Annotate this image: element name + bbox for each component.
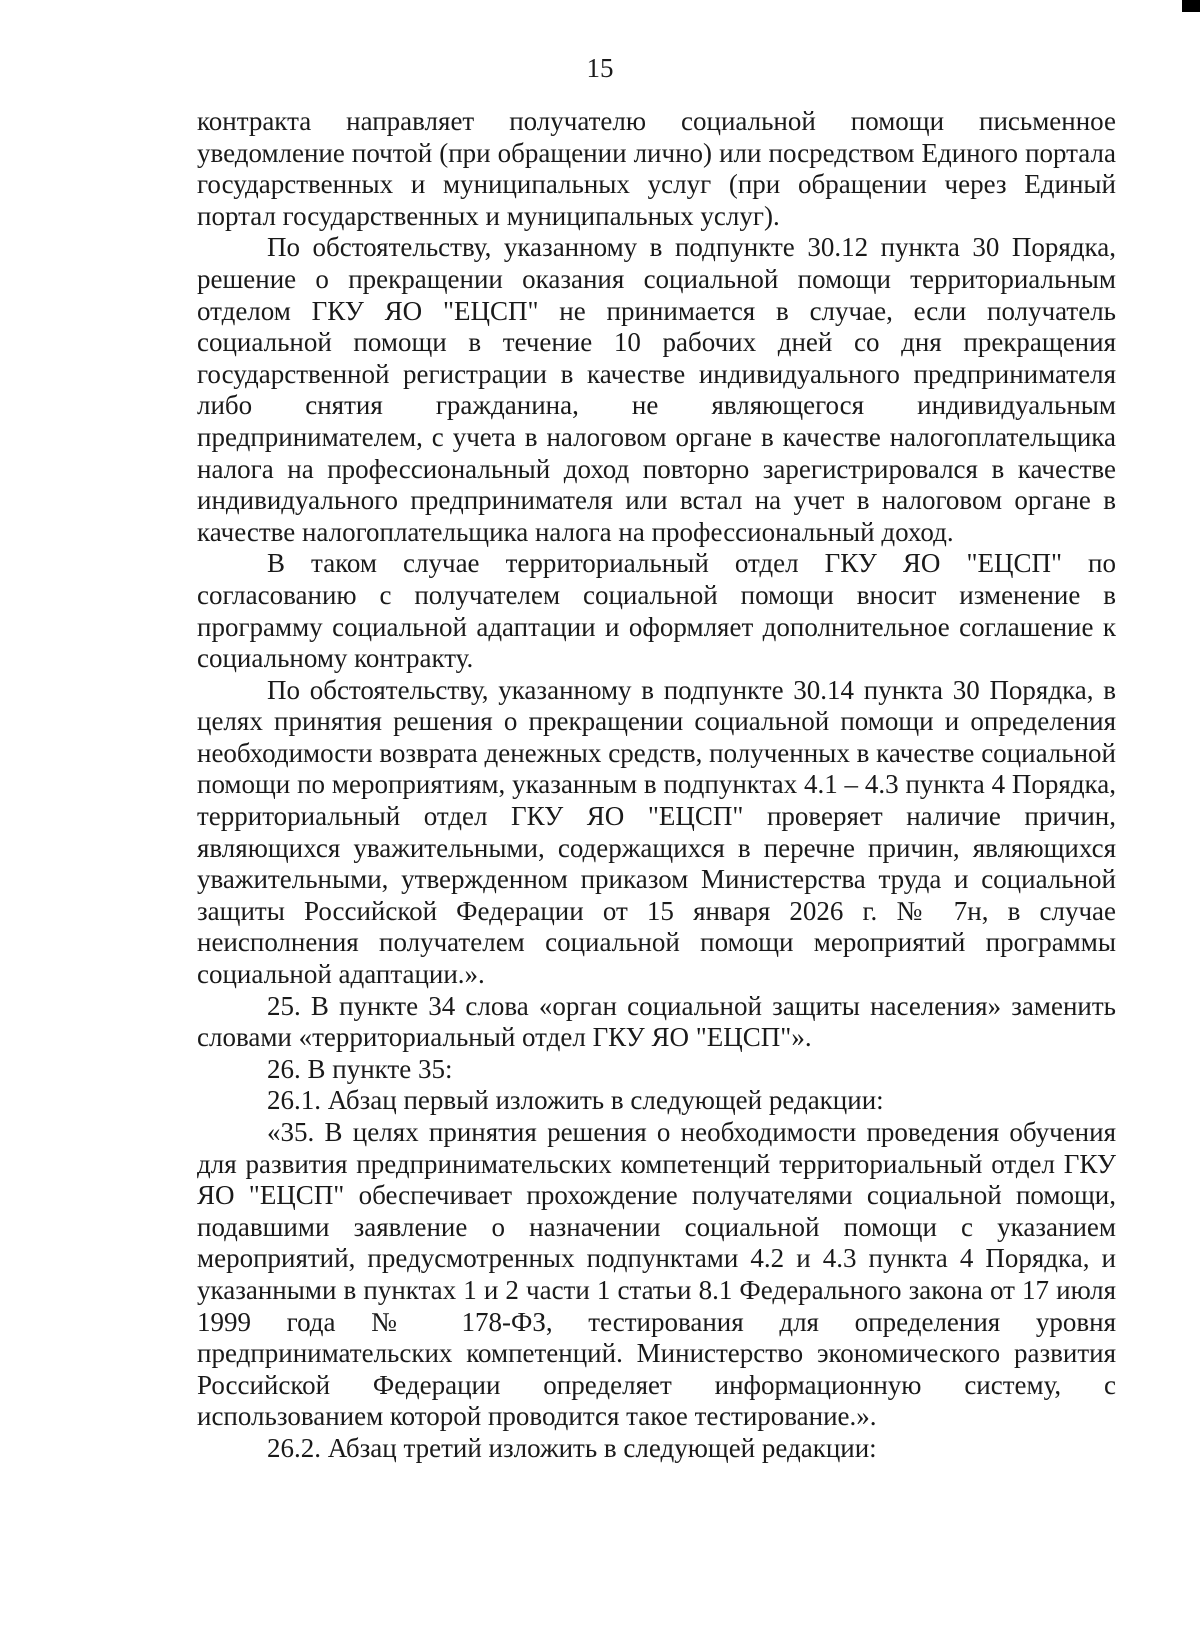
scan-corner-mark bbox=[1182, 0, 1200, 12]
document-body bbox=[197, 106, 1116, 1465]
paragraph-8: «35. В целях принятия решения о необходимости проведения обучения для развития предпринимательских компетенций территориальный отдел ГКУ ЯО "ЕЦСП" обеспечивает прохождение получателями социальной помощи, подавшими заявление о назначении социальной помощи с указанием мероприятий, предусмотренных подпунктами 4.2 и 4.3 пункта 4 Порядка, и указанными в пунктах 1 и 2 части 1 статьи 8.1 Федерального закона от 17 июля 1999 года № 178-ФЗ, тестирования для определения уровня предпринимательских компетенций. Министерство экономического развития Российской Федерации определяет информационную систему, с использованием которой проводится такое тестирование.». bbox=[197, 1117, 1116, 1432]
paragraph-5: 25. В пункте 34 слова «орган социальной защиты населения» заменить словами «территориальный отдел ГКУ ЯО "ЕЦСП"». bbox=[197, 990, 1116, 1053]
paragraph-9: 26.2. Абзац третий изложить в следующей редакции: bbox=[267, 1432, 877, 1463]
paragraph-4: По обстоятельству, указанному в подпункте 30.14 пункта 30 Порядка, в целях принятия решения о прекращении социальной помощи и определения необходимости возврата денежных средств, полученных в качестве социальной помощи по мероприятиям, указанным в подпунктах 4.1 – 4.3 пункта 4 Порядка, территориальный отдел ГКУ ЯО "ЕЦСП" проверяет наличие причин, являющихся уважительными, содержащихся в перечне причин, являющихся уважительными, утвержденном приказом Министерства труда и социальной защиты Российской Федерации от 15 января 2026 г. № 7н, в случае неисполнения получателем социальной помощи мероприятий программы социальной адаптации.». bbox=[197, 674, 1116, 990]
paragraph-1: контракта направляет получателю социальной помощи письменное уведомление почтой (при обращении лично) или посредством Единого портала государственных и муниципальных услуг (при обращении через Единый портал государственных и муниципальных услуг). bbox=[197, 106, 1116, 231]
paragraph-7: 26.1. Абзац первый изложить в следующей редакции: bbox=[267, 1085, 884, 1116]
paragraph-2: По обстоятельству, указанному в подпункте 30.12 пункта 30 Порядка, решение о прекращении оказания социальной помощи территориальным отделом ГКУ ЯО "ЕЦСП" не принимается в случае, если получатель социальной помощи в течение 10 рабочих дней со дня прекращения государственной регистрации в качестве индивидуального предпринимателя либо снятия гражданина, не являющегося индивидуальным предпринимателем, с учета в налоговом органе в качестве налогоплательщика налога на профессиональный доход повторно зарегистрировался в качестве индивидуального предпринимателя или встал на учет в налоговом органе в качестве налогоплательщика налога на профессиональный доход. bbox=[197, 232, 1116, 547]
page-number: 15 bbox=[586, 53, 614, 83]
paragraph-3: В таком случае территориальный отдел ГКУ ЯО "ЕЦСП" по согласованию с получателем социальной помощи вносит изменение в программу социальной адаптации и оформляет дополнительное соглашение к социальному контракту. bbox=[197, 548, 1116, 674]
paragraph-6: 26. В пункте 35: bbox=[267, 1053, 453, 1084]
